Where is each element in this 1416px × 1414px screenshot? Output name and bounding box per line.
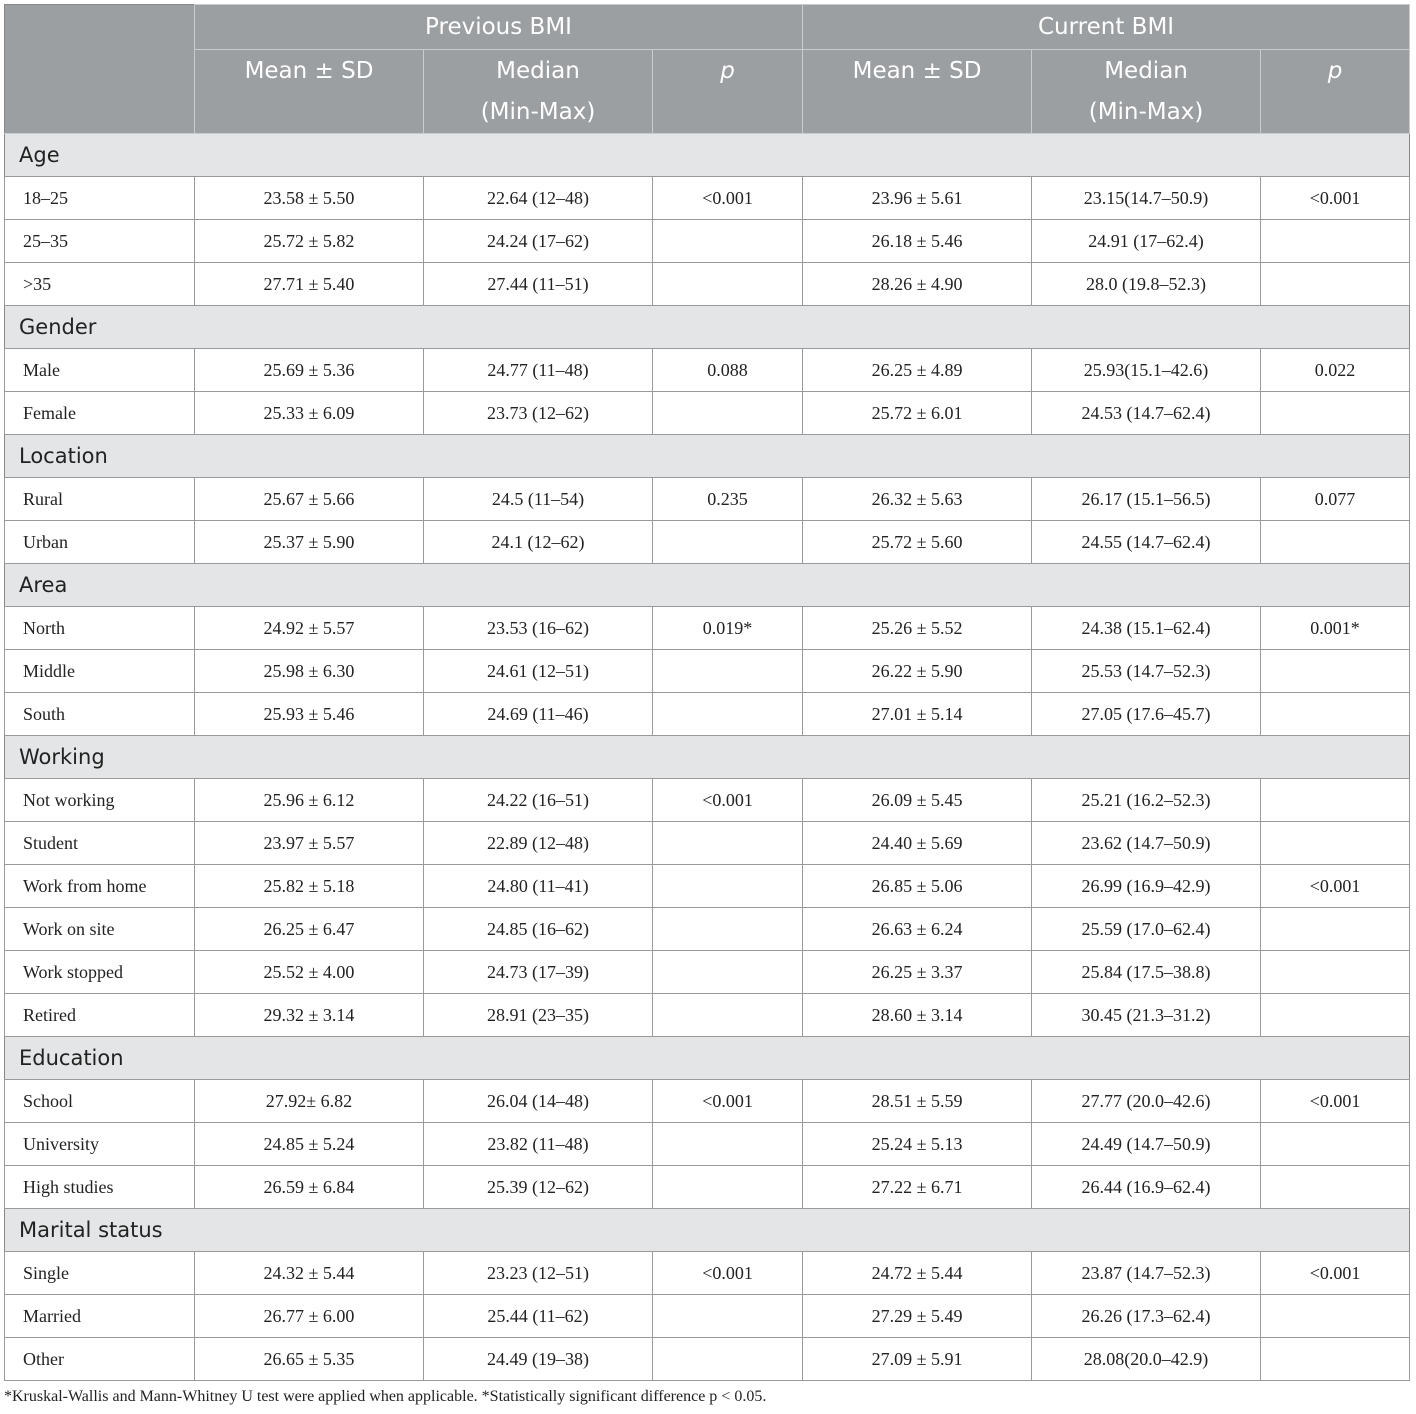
section-header-row [5, 306, 1410, 349]
previous-mean-cell: 24.32 ± 5.44 [195, 1252, 424, 1295]
current-mean-cell: 26.63 ± 6.24 [803, 908, 1032, 951]
current-mean-cell: 25.72 ± 5.60 [803, 521, 1032, 564]
previous-median-cell: 25.39 (12–62) [424, 1166, 653, 1209]
table-row [5, 478, 1410, 521]
current-p-cell [1261, 392, 1410, 435]
current-p-header: p [1261, 50, 1410, 134]
previous-p-cell: <0.001 [653, 1252, 803, 1295]
table-row [5, 693, 1410, 736]
section-header-row [5, 736, 1410, 779]
previous-median-cell: 28.91 (23–35) [424, 994, 653, 1037]
section-title: Education [5, 1037, 1410, 1080]
table-body [5, 134, 1410, 1381]
previous-median-cell: 24.73 (17–39) [424, 951, 653, 994]
previous-median-cell: 25.44 (11–62) [424, 1295, 653, 1338]
previous-p-cell: 0.235 [653, 478, 803, 521]
current-p-cell: <0.001 [1261, 177, 1410, 220]
previous-mean-cell: 25.93 ± 5.46 [195, 693, 424, 736]
previous-p-cell [653, 994, 803, 1037]
current-median-cell: 26.99 (16.9–42.9) [1032, 865, 1261, 908]
table-row [5, 1166, 1410, 1209]
current-p-cell [1261, 1338, 1410, 1381]
previous-p-cell [653, 263, 803, 306]
current-p-cell [1261, 650, 1410, 693]
previous-mean-cell: 23.58 ± 5.50 [195, 177, 424, 220]
table-row [5, 177, 1410, 220]
previous-p-cell: <0.001 [653, 177, 803, 220]
current-p-cell [1261, 1166, 1410, 1209]
table-row [5, 865, 1410, 908]
table-row [5, 650, 1410, 693]
table-row [5, 908, 1410, 951]
row-label: Male [5, 349, 195, 392]
previous-mean-cell: 26.25 ± 6.47 [195, 908, 424, 951]
previous-mean-cell: 27.71 ± 5.40 [195, 263, 424, 306]
previous-p-cell: 0.088 [653, 349, 803, 392]
section-title: Marital status [5, 1209, 1410, 1252]
previous-mean-cell: 26.77 ± 6.00 [195, 1295, 424, 1338]
previous-p-cell: <0.001 [653, 1080, 803, 1123]
previous-mean-cell: 26.59 ± 6.84 [195, 1166, 424, 1209]
previous-mean-cell: 25.33 ± 6.09 [195, 392, 424, 435]
table-row [5, 349, 1410, 392]
current-median-cell: 24.38 (15.1–62.4) [1032, 607, 1261, 650]
row-label: Work from home [5, 865, 195, 908]
previous-median-cell: 24.69 (11–46) [424, 693, 653, 736]
current-median-cell: 27.05 (17.6–45.7) [1032, 693, 1261, 736]
table-row [5, 779, 1410, 822]
current-mean-cell: 27.09 ± 5.91 [803, 1338, 1032, 1381]
current-mean-cell: 27.29 ± 5.49 [803, 1295, 1032, 1338]
previous-mean-cell: 24.85 ± 5.24 [195, 1123, 424, 1166]
current-p-cell: <0.001 [1261, 1252, 1410, 1295]
section-header-row [5, 1209, 1410, 1252]
previous-mean-cell: 29.32 ± 3.14 [195, 994, 424, 1037]
row-label: School [5, 1080, 195, 1123]
previous-median-cell: 24.1 (12–62) [424, 521, 653, 564]
current-p-cell: 0.077 [1261, 478, 1410, 521]
previous-median-cell: 22.64 (12–48) [424, 177, 653, 220]
previous-p-cell [653, 392, 803, 435]
current-p-cell [1261, 220, 1410, 263]
current-p-cell [1261, 1295, 1410, 1338]
previous-p-cell [653, 822, 803, 865]
bmi-table [4, 4, 1410, 1381]
current-median-cell: 25.93(15.1–42.6) [1032, 349, 1261, 392]
previous-mean-cell: 24.92 ± 5.57 [195, 607, 424, 650]
previous-mean-cell: 23.97 ± 5.57 [195, 822, 424, 865]
section-title: Working [5, 736, 1410, 779]
row-label: 18–25 [5, 177, 195, 220]
current-median-cell: 26.44 (16.9–62.4) [1032, 1166, 1261, 1209]
current-p-cell [1261, 951, 1410, 994]
current-mean-cell: 28.51 ± 5.59 [803, 1080, 1032, 1123]
row-label: High studies [5, 1166, 195, 1209]
table-header [5, 5, 1410, 134]
current-mean-cell: 24.40 ± 5.69 [803, 822, 1032, 865]
table-row [5, 521, 1410, 564]
previous-p-cell [653, 865, 803, 908]
current-mean-cell: 26.22 ± 5.90 [803, 650, 1032, 693]
current-median-cell: 28.0 (19.8–52.3) [1032, 263, 1261, 306]
current-mean-cell: 28.60 ± 3.14 [803, 994, 1032, 1037]
row-label: South [5, 693, 195, 736]
table-row [5, 607, 1410, 650]
previous-p-cell [653, 951, 803, 994]
current-p-cell [1261, 779, 1410, 822]
previous-median-cell: 24.24 (17–62) [424, 220, 653, 263]
current-median-cell: 25.21 (16.2–52.3) [1032, 779, 1261, 822]
current-mean-cell: 26.09 ± 5.45 [803, 779, 1032, 822]
row-label: Single [5, 1252, 195, 1295]
previous-p-cell [653, 220, 803, 263]
corner-cell [5, 5, 195, 134]
previous-median-cell: 26.04 (14–48) [424, 1080, 653, 1123]
current-median-cell: 30.45 (21.3–31.2) [1032, 994, 1261, 1037]
current-median-cell: 26.26 (17.3–62.4) [1032, 1295, 1261, 1338]
table-row [5, 392, 1410, 435]
current-p-cell [1261, 994, 1410, 1037]
previous-mean-header: Mean ± SD [195, 50, 424, 134]
row-label: University [5, 1123, 195, 1166]
previous-mean-cell: 25.69 ± 5.36 [195, 349, 424, 392]
previous-median-cell: 23.73 (12–62) [424, 392, 653, 435]
previous-p-header: p [653, 50, 803, 134]
current-median-cell: 24.55 (14.7–62.4) [1032, 521, 1261, 564]
section-header-row [5, 1037, 1410, 1080]
previous-median-cell: 24.5 (11–54) [424, 478, 653, 521]
section-title: Age [5, 134, 1410, 177]
current-mean-cell: 26.18 ± 5.46 [803, 220, 1032, 263]
previous-mean-cell: 26.65 ± 5.35 [195, 1338, 424, 1381]
row-label: Retired [5, 994, 195, 1037]
current-median-cell: 24.53 (14.7–62.4) [1032, 392, 1261, 435]
row-label: Work stopped [5, 951, 195, 994]
section-header-row [5, 134, 1410, 177]
table-row [5, 263, 1410, 306]
row-label: North [5, 607, 195, 650]
previous-median-cell: 23.53 (16–62) [424, 607, 653, 650]
previous-p-cell [653, 1295, 803, 1338]
row-label: Female [5, 392, 195, 435]
current-median-header: Median (Min-Max) [1032, 50, 1261, 134]
footnote: *Kruskal-Wallis and Mann-Whitney U test were applied when applicable. *Statistically significant difference p < 0.05. [4, 1388, 767, 1405]
current-mean-cell: 24.72 ± 5.44 [803, 1252, 1032, 1295]
previous-p-cell [653, 650, 803, 693]
previous-mean-cell: 25.98 ± 6.30 [195, 650, 424, 693]
current-p-cell [1261, 521, 1410, 564]
current-median-cell: 24.91 (17–62.4) [1032, 220, 1261, 263]
section-header-row [5, 564, 1410, 607]
current-p-cell [1261, 263, 1410, 306]
section-title: Gender [5, 306, 1410, 349]
current-median-cell: 26.17 (15.1–56.5) [1032, 478, 1261, 521]
previous-median-cell: 22.89 (12–48) [424, 822, 653, 865]
row-label: Married [5, 1295, 195, 1338]
table-row [5, 994, 1410, 1037]
previous-mean-cell: 27.92± 6.82 [195, 1080, 424, 1123]
current-mean-cell: 25.26 ± 5.52 [803, 607, 1032, 650]
previous-median-cell: 27.44 (11–51) [424, 263, 653, 306]
table-row [5, 1080, 1410, 1123]
previous-mean-cell: 25.72 ± 5.82 [195, 220, 424, 263]
current-mean-cell: 25.24 ± 5.13 [803, 1123, 1032, 1166]
row-label: Other [5, 1338, 195, 1381]
previous-p-cell [653, 1166, 803, 1209]
current-p-cell: <0.001 [1261, 1080, 1410, 1123]
row-label: Not working [5, 779, 195, 822]
previous-median-cell: 23.23 (12–51) [424, 1252, 653, 1295]
current-mean-cell: 28.26 ± 4.90 [803, 263, 1032, 306]
section-title: Area [5, 564, 1410, 607]
current-mean-cell: 26.32 ± 5.63 [803, 478, 1032, 521]
table-row [5, 220, 1410, 263]
current-p-cell [1261, 693, 1410, 736]
row-label: Work on site [5, 908, 195, 951]
row-label: Student [5, 822, 195, 865]
current-p-cell: <0.001 [1261, 865, 1410, 908]
previous-mean-cell: 25.96 ± 6.12 [195, 779, 424, 822]
row-label: Urban [5, 521, 195, 564]
current-p-cell: 0.022 [1261, 349, 1410, 392]
current-median-cell: 27.77 (20.0–42.6) [1032, 1080, 1261, 1123]
current-median-cell: 28.08(20.0–42.9) [1032, 1338, 1261, 1381]
previous-median-cell: 24.22 (16–51) [424, 779, 653, 822]
previous-mean-cell: 25.82 ± 5.18 [195, 865, 424, 908]
current-mean-cell: 27.22 ± 6.71 [803, 1166, 1032, 1209]
previous-p-cell [653, 908, 803, 951]
current-mean-cell: 23.96 ± 5.61 [803, 177, 1032, 220]
previous-median-cell: 24.85 (16–62) [424, 908, 653, 951]
current-mean-cell: 25.72 ± 6.01 [803, 392, 1032, 435]
current-median-cell: 25.59 (17.0–62.4) [1032, 908, 1261, 951]
current-p-cell: 0.001* [1261, 607, 1410, 650]
previous-median-cell: 24.49 (19–38) [424, 1338, 653, 1381]
previous-median-cell: 24.80 (11–41) [424, 865, 653, 908]
previous-median-cell: 24.77 (11–48) [424, 349, 653, 392]
current-median-cell: 23.62 (14.7–50.9) [1032, 822, 1261, 865]
row-label: Rural [5, 478, 195, 521]
table-row [5, 1295, 1410, 1338]
current-median-cell: 25.53 (14.7–52.3) [1032, 650, 1261, 693]
table-row [5, 1252, 1410, 1295]
previous-p-cell [653, 1123, 803, 1166]
table-row [5, 1338, 1410, 1381]
current-median-cell: 23.87 (14.7–52.3) [1032, 1252, 1261, 1295]
current-p-cell [1261, 908, 1410, 951]
previous-median-cell: 23.82 (11–48) [424, 1123, 653, 1166]
previous-p-cell: 0.019* [653, 607, 803, 650]
table-row [5, 951, 1410, 994]
previous-p-cell [653, 1338, 803, 1381]
current-median-cell: 24.49 (14.7–50.9) [1032, 1123, 1261, 1166]
previous-p-cell [653, 693, 803, 736]
current-median-cell: 23.15(14.7–50.9) [1032, 177, 1261, 220]
current-mean-cell: 27.01 ± 5.14 [803, 693, 1032, 736]
previous-bmi-header: Previous BMI [195, 5, 803, 50]
previous-mean-cell: 25.52 ± 4.00 [195, 951, 424, 994]
previous-median-cell: 24.61 (12–51) [424, 650, 653, 693]
current-mean-cell: 26.25 ± 3.37 [803, 951, 1032, 994]
previous-p-cell [653, 521, 803, 564]
current-p-cell [1261, 1123, 1410, 1166]
current-median-cell: 25.84 (17.5–38.8) [1032, 951, 1261, 994]
row-label: 25–35 [5, 220, 195, 263]
previous-p-cell: <0.001 [653, 779, 803, 822]
current-bmi-header: Current BMI [803, 5, 1410, 50]
previous-median-header: Median (Min-Max) [424, 50, 653, 134]
table-row [5, 822, 1410, 865]
previous-mean-cell: 25.37 ± 5.90 [195, 521, 424, 564]
table-row [5, 1123, 1410, 1166]
current-mean-cell: 26.85 ± 5.06 [803, 865, 1032, 908]
section-title: Location [5, 435, 1410, 478]
current-p-cell [1261, 822, 1410, 865]
row-label: Middle [5, 650, 195, 693]
previous-mean-cell: 25.67 ± 5.66 [195, 478, 424, 521]
row-label: >35 [5, 263, 195, 306]
section-header-row [5, 435, 1410, 478]
current-mean-header: Mean ± SD [803, 50, 1032, 134]
current-mean-cell: 26.25 ± 4.89 [803, 349, 1032, 392]
